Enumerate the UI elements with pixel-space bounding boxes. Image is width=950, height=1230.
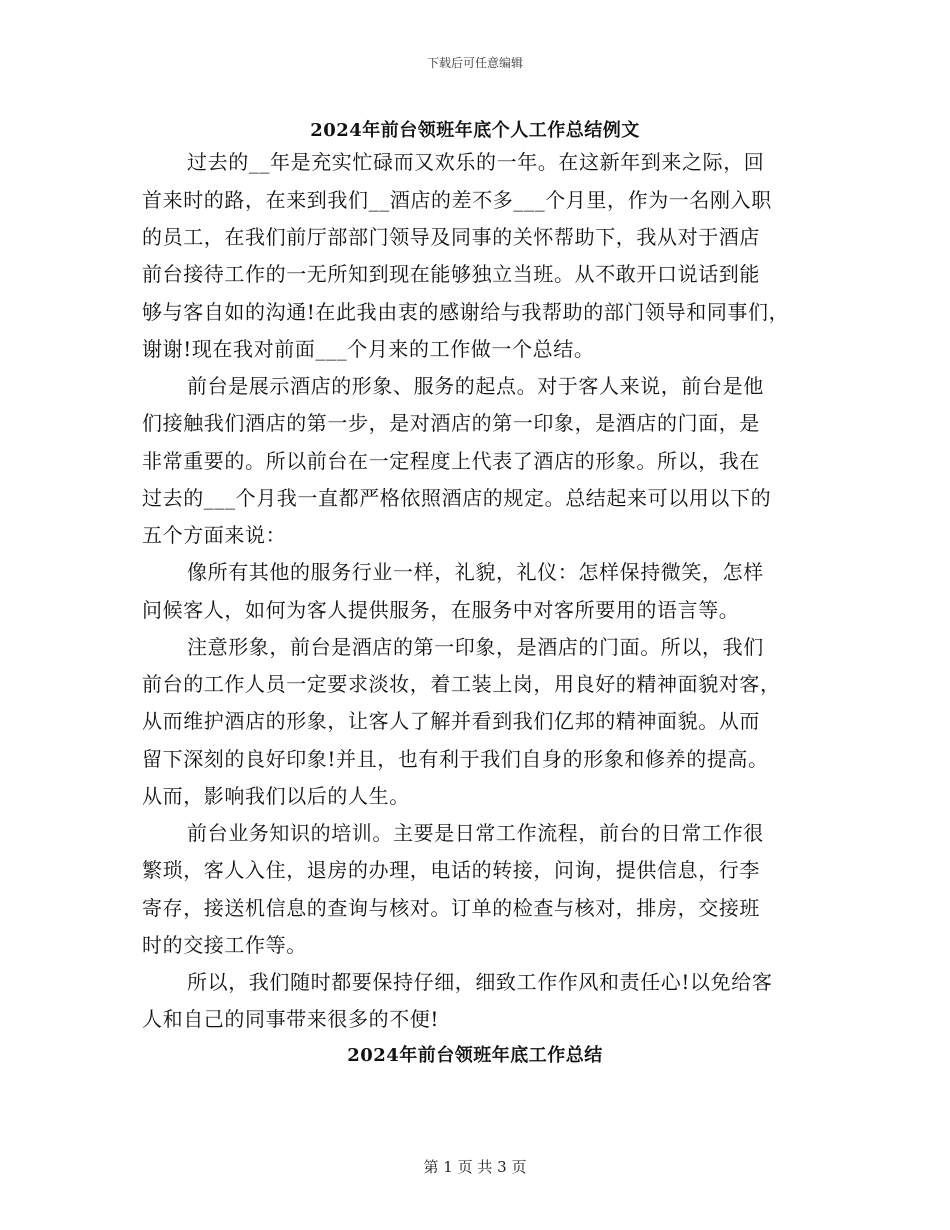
paragraph-line: 前台接待工作的一无所知到现在能够独立当班。从不敢开口说话到能 xyxy=(142,262,760,286)
paragraph-line: 们接触我们酒店的第一步，是对酒店的第一印象，是酒店的门面，是 xyxy=(142,411,760,435)
paragraph-line: 从而维护酒店的形象，让客人了解并看到我们亿邦的精神面貌。从而 xyxy=(142,709,760,733)
paragraph-line: 寄存，接送机信息的查询与核对。订单的检查与核对，排房，交接班 xyxy=(142,896,760,920)
paragraph-line: 前台业务知识的培训。主要是日常工作流程，前台的日常工作很 xyxy=(187,821,764,845)
paragraph-line: 注意形象，前台是酒店的第一印象，是酒店的门面。所以，我们 xyxy=(187,635,764,659)
paragraph-line: 五个方面来说： xyxy=(142,523,287,547)
paragraph-line: 前台的工作人员一定要求淡妆，着工装上岗，用良好的精神面貌对客， xyxy=(142,672,781,696)
paragraph-line: 够与客自如的沟通!在此我由衷的感谢给与我帮助的部门领导和同事们， xyxy=(142,300,790,324)
paragraph-line: 时的交接工作等。 xyxy=(142,933,307,957)
paragraph-line: 过去的__年是充实忙碌而又欢乐的一年。在这新年到来之际，回 xyxy=(187,150,765,174)
paragraph-line: 人和自己的同事带来很多的不便! xyxy=(142,1007,440,1031)
paragraph-line: 的员工，在我们前厅部部门领导及同事的关怀帮助下，我从对于酒店 xyxy=(142,225,760,249)
paragraph-line: 留下深刻的良好印象!并且，也有利于我们自身的形象和修养的提高。 xyxy=(142,747,769,771)
paragraph-line: 前台是展示酒店的形象、服务的起点。对于客人来说，前台是他 xyxy=(187,374,764,398)
paragraph-line: 非常重要的。所以前台在一定程度上代表了酒店的形象。所以，我在 xyxy=(142,449,760,473)
paragraph-line: 谢谢!现在我对前面___个月来的工作做一个总结。 xyxy=(142,337,595,361)
paragraph-line: 从而，影响我们以后的人生。 xyxy=(142,784,410,808)
document-title: 2024年前台领班年底个人工作总结例文 xyxy=(310,120,640,141)
paragraph-line: 首来时的路，在来到我们__酒店的差不多___个月里，作为一名刚入职 xyxy=(142,188,772,212)
paragraph-line: 像所有其他的服务行业一样，礼貌，礼仪：怎样保持微笑，怎样 xyxy=(187,560,764,584)
paragraph-line: 所以，我们随时都要保持仔细，细致工作作风和责任心!以免给客 xyxy=(187,970,773,994)
paragraph-line: 过去的___个月我一直都严格依照酒店的规定。总结起来可以用以下的 xyxy=(142,486,772,510)
page-footer: 第 1 页 共 3 页 xyxy=(423,1158,527,1176)
header-note: 下载后可任意编辑 xyxy=(426,56,523,70)
paragraph-line: 问候客人，如何为客人提供服务，在服务中对客所要用的语言等。 xyxy=(142,598,740,622)
paragraph-line: 繁琐，客人入住，退房的办理，电话的转接，问询，提供信息，行李 xyxy=(142,858,760,882)
section-title: 2024年前台领班年底工作总结 xyxy=(347,1045,603,1066)
